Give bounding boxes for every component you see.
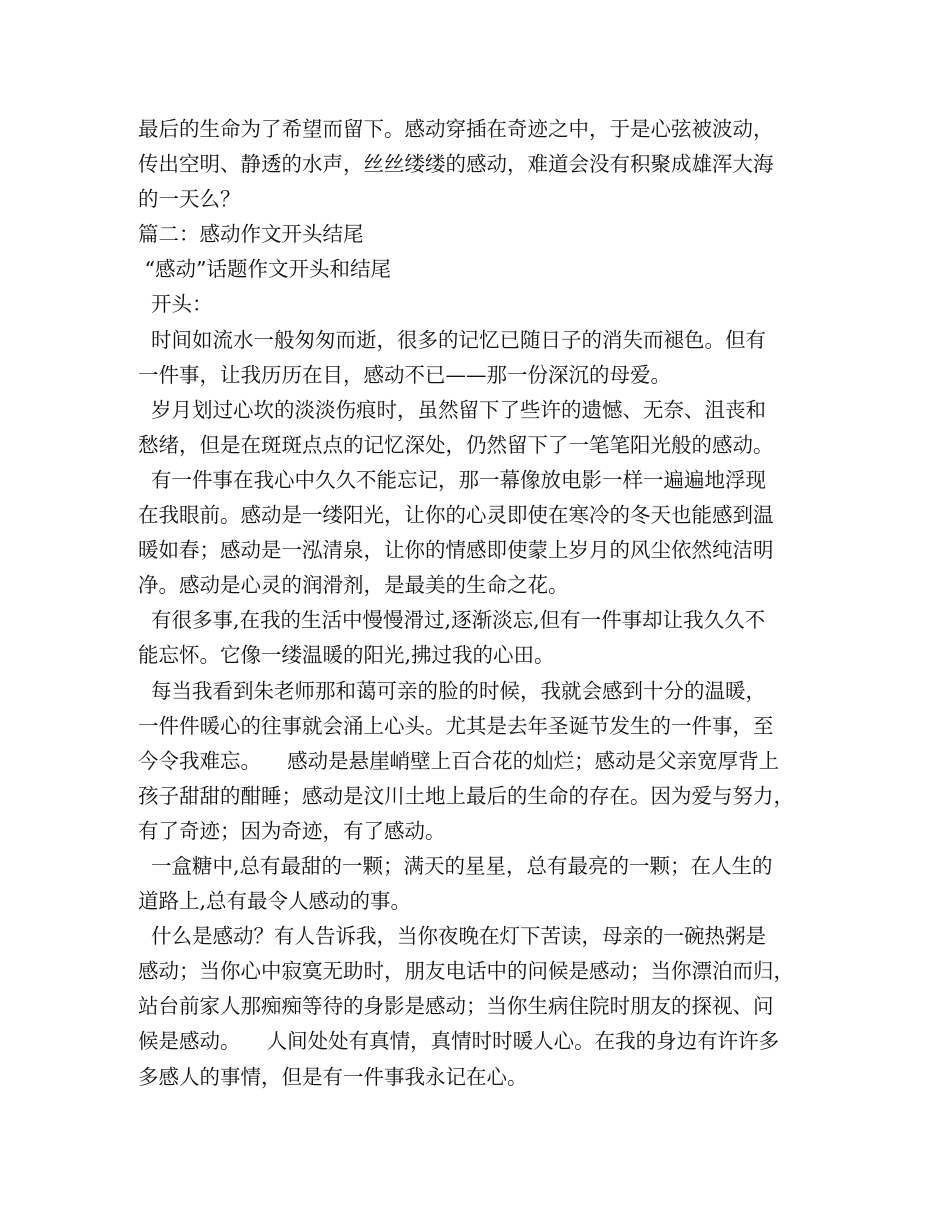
text-line: 一件事，让我历历在目，感动不已——那一份深沉的母爱。 (138, 362, 671, 387)
text-line: 道路上,总有最令人感动的事。 (138, 889, 412, 914)
text-line: 愁绪，但是在斑斑点点的记忆深处，仍然留下了一笔笔阳光般的感动。 (138, 432, 774, 457)
text-line: 一件件暖心的往事就会涌上心头。尤其是去年圣诞节发生的一件事，至 (138, 713, 774, 738)
text-line: 有了奇迹；因为奇迹，有了感动。 (138, 818, 446, 843)
text-line: 岁月划过心坎的淡淡伤痕时，虽然留下了些许的遗憾、无奈、沮丧和 (138, 397, 767, 422)
text-line: 能忘怀。它像一缕温暖的阳光,拂过我的心田。 (138, 643, 555, 668)
text-line: 什么是感动？有人告诉我，当你夜晚在灯下苦读，母亲的一碗热粥是 (138, 924, 767, 949)
text-line: 有很多事,在我的生活中慢慢滑过,逐渐淡忘,但有一件事却让我久久不 (138, 608, 766, 633)
text-line: 今令我难忘。 感动是悬崖峭壁上百合花的灿烂；感动是父亲宽厚背上 (138, 748, 780, 773)
text-line: 有一件事在我心中久久不能忘记，那一幕像放电影一样一遍遍地浮现 (138, 467, 767, 492)
text-line: 每当我看到朱老师那和蔼可亲的脸的时候，我就会感到十分的温暖， (138, 678, 767, 703)
section-heading: 篇二：感动作文开头结尾 (138, 222, 364, 247)
text-line: 多感人的事情，但是有一件事我永记在心。 (138, 1064, 528, 1089)
text-line: 暖如春；感动是一泓清泉，让你的情感即使蒙上岁月的风尘依然纯洁明 (138, 538, 774, 563)
text-line: 的一天么？ (138, 187, 241, 212)
text-line: 最后的生命为了希望而留下。感动穿插在奇迹之中，于是心弦被波动， (138, 117, 774, 141)
document-body (138, 112, 828, 1095)
text-line: 站台前家人那痴痴等待的身影是感动；当你生病住院时朋友的探视、问 (138, 994, 774, 1019)
text-line: 候是感动。 人间处处有真情，真情时时暖人心。在我的身边有许许多 (138, 1029, 780, 1054)
text-line: 在我眼前。感动是一缕阳光，让你的心灵即使在寒冷的冬天也能感到温 (138, 503, 774, 528)
text-line: 孩子甜甜的酣睡；感动是汶川土地上最后的生命的存在。因为爱与努力， (138, 783, 794, 808)
text-line: 时间如流水一般匆匆而逝，很多的记忆已随日子的消失而褪色。但有 (138, 327, 767, 352)
text-line: 一盒糖中,总有最甜的一颗；满天的星星，总有最亮的一颗；在人生的 (138, 853, 773, 878)
text-line: 感动；当你心中寂寞无助时，朋友电话中的问候是感动；当你漂泊而归， (138, 959, 794, 984)
text-line: 传出空明、静透的水声，丝丝缕缕的感动，难道会没有积聚成雄浑大海 (138, 152, 774, 177)
article-title: “感动”话题作文开头和结尾 (138, 257, 391, 282)
subheading-opening: 开头： (138, 292, 213, 317)
text-line: 净。感动是心灵的润滑剂，是最美的生命之花。 (138, 573, 569, 598)
